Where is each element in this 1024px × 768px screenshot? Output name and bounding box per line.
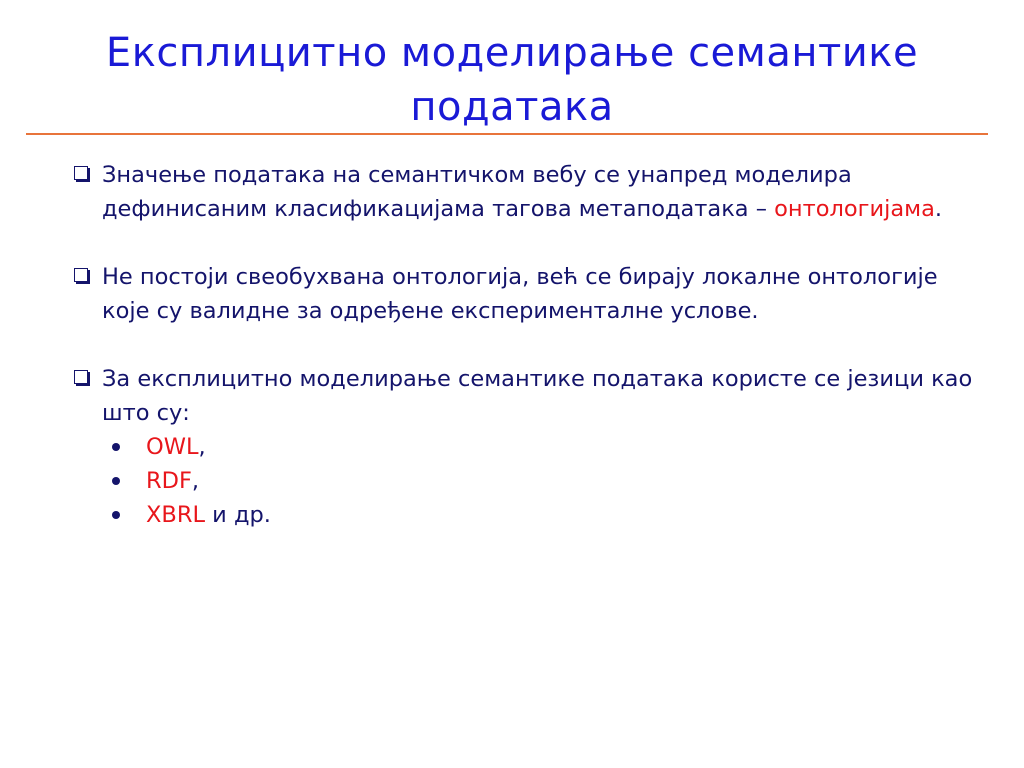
- title-divider: [26, 133, 988, 135]
- slide-title-line-1: Експлицитно моделирање семантике: [105, 30, 919, 76]
- language-suffix: и др.: [205, 502, 271, 528]
- language-item-owl: [102, 430, 974, 464]
- bullet-item-text: За експлицитно моделирање семантике података користе се језици као што су:: [102, 366, 973, 426]
- bullet-item-text-end: .: [934, 196, 943, 222]
- highlight-term: онтологијама: [774, 196, 935, 222]
- round-bullet-icon: [112, 443, 120, 451]
- round-bullet-icon: [112, 511, 120, 519]
- checkbox-bullet-icon: [74, 370, 88, 384]
- language-suffix: ,: [198, 434, 206, 460]
- checkbox-bullet-icon: [74, 268, 88, 282]
- language-suffix: ,: [191, 468, 200, 494]
- language-item-xbrl: [102, 498, 974, 532]
- language-item-rdf: [102, 464, 974, 498]
- language-name: XBRL: [146, 502, 206, 528]
- slide-title-line-2: података: [410, 84, 614, 130]
- slide-body: [74, 158, 974, 532]
- slide-title: [40, 26, 984, 134]
- bullet-item-local-ontologies: [74, 260, 974, 328]
- checkbox-bullet-icon: [74, 166, 88, 180]
- bullet-item-ontology-meaning: [74, 158, 974, 226]
- language-name: RDF: [146, 468, 192, 494]
- round-bullet-icon: [112, 477, 120, 485]
- bullet-item-languages: [74, 362, 974, 532]
- bullet-item-text: Не постоји свеобухвана онтологија, већ се бирају локалне онтологије које су валидне за одређене експерименталне услове.: [102, 264, 938, 324]
- language-name: OWL: [146, 434, 199, 460]
- bullet-item-text: Значење података на семантичком вебу се унапред моделира дефинисаним класификацијама тагова метаподатака –: [102, 162, 852, 222]
- language-list: [102, 430, 974, 532]
